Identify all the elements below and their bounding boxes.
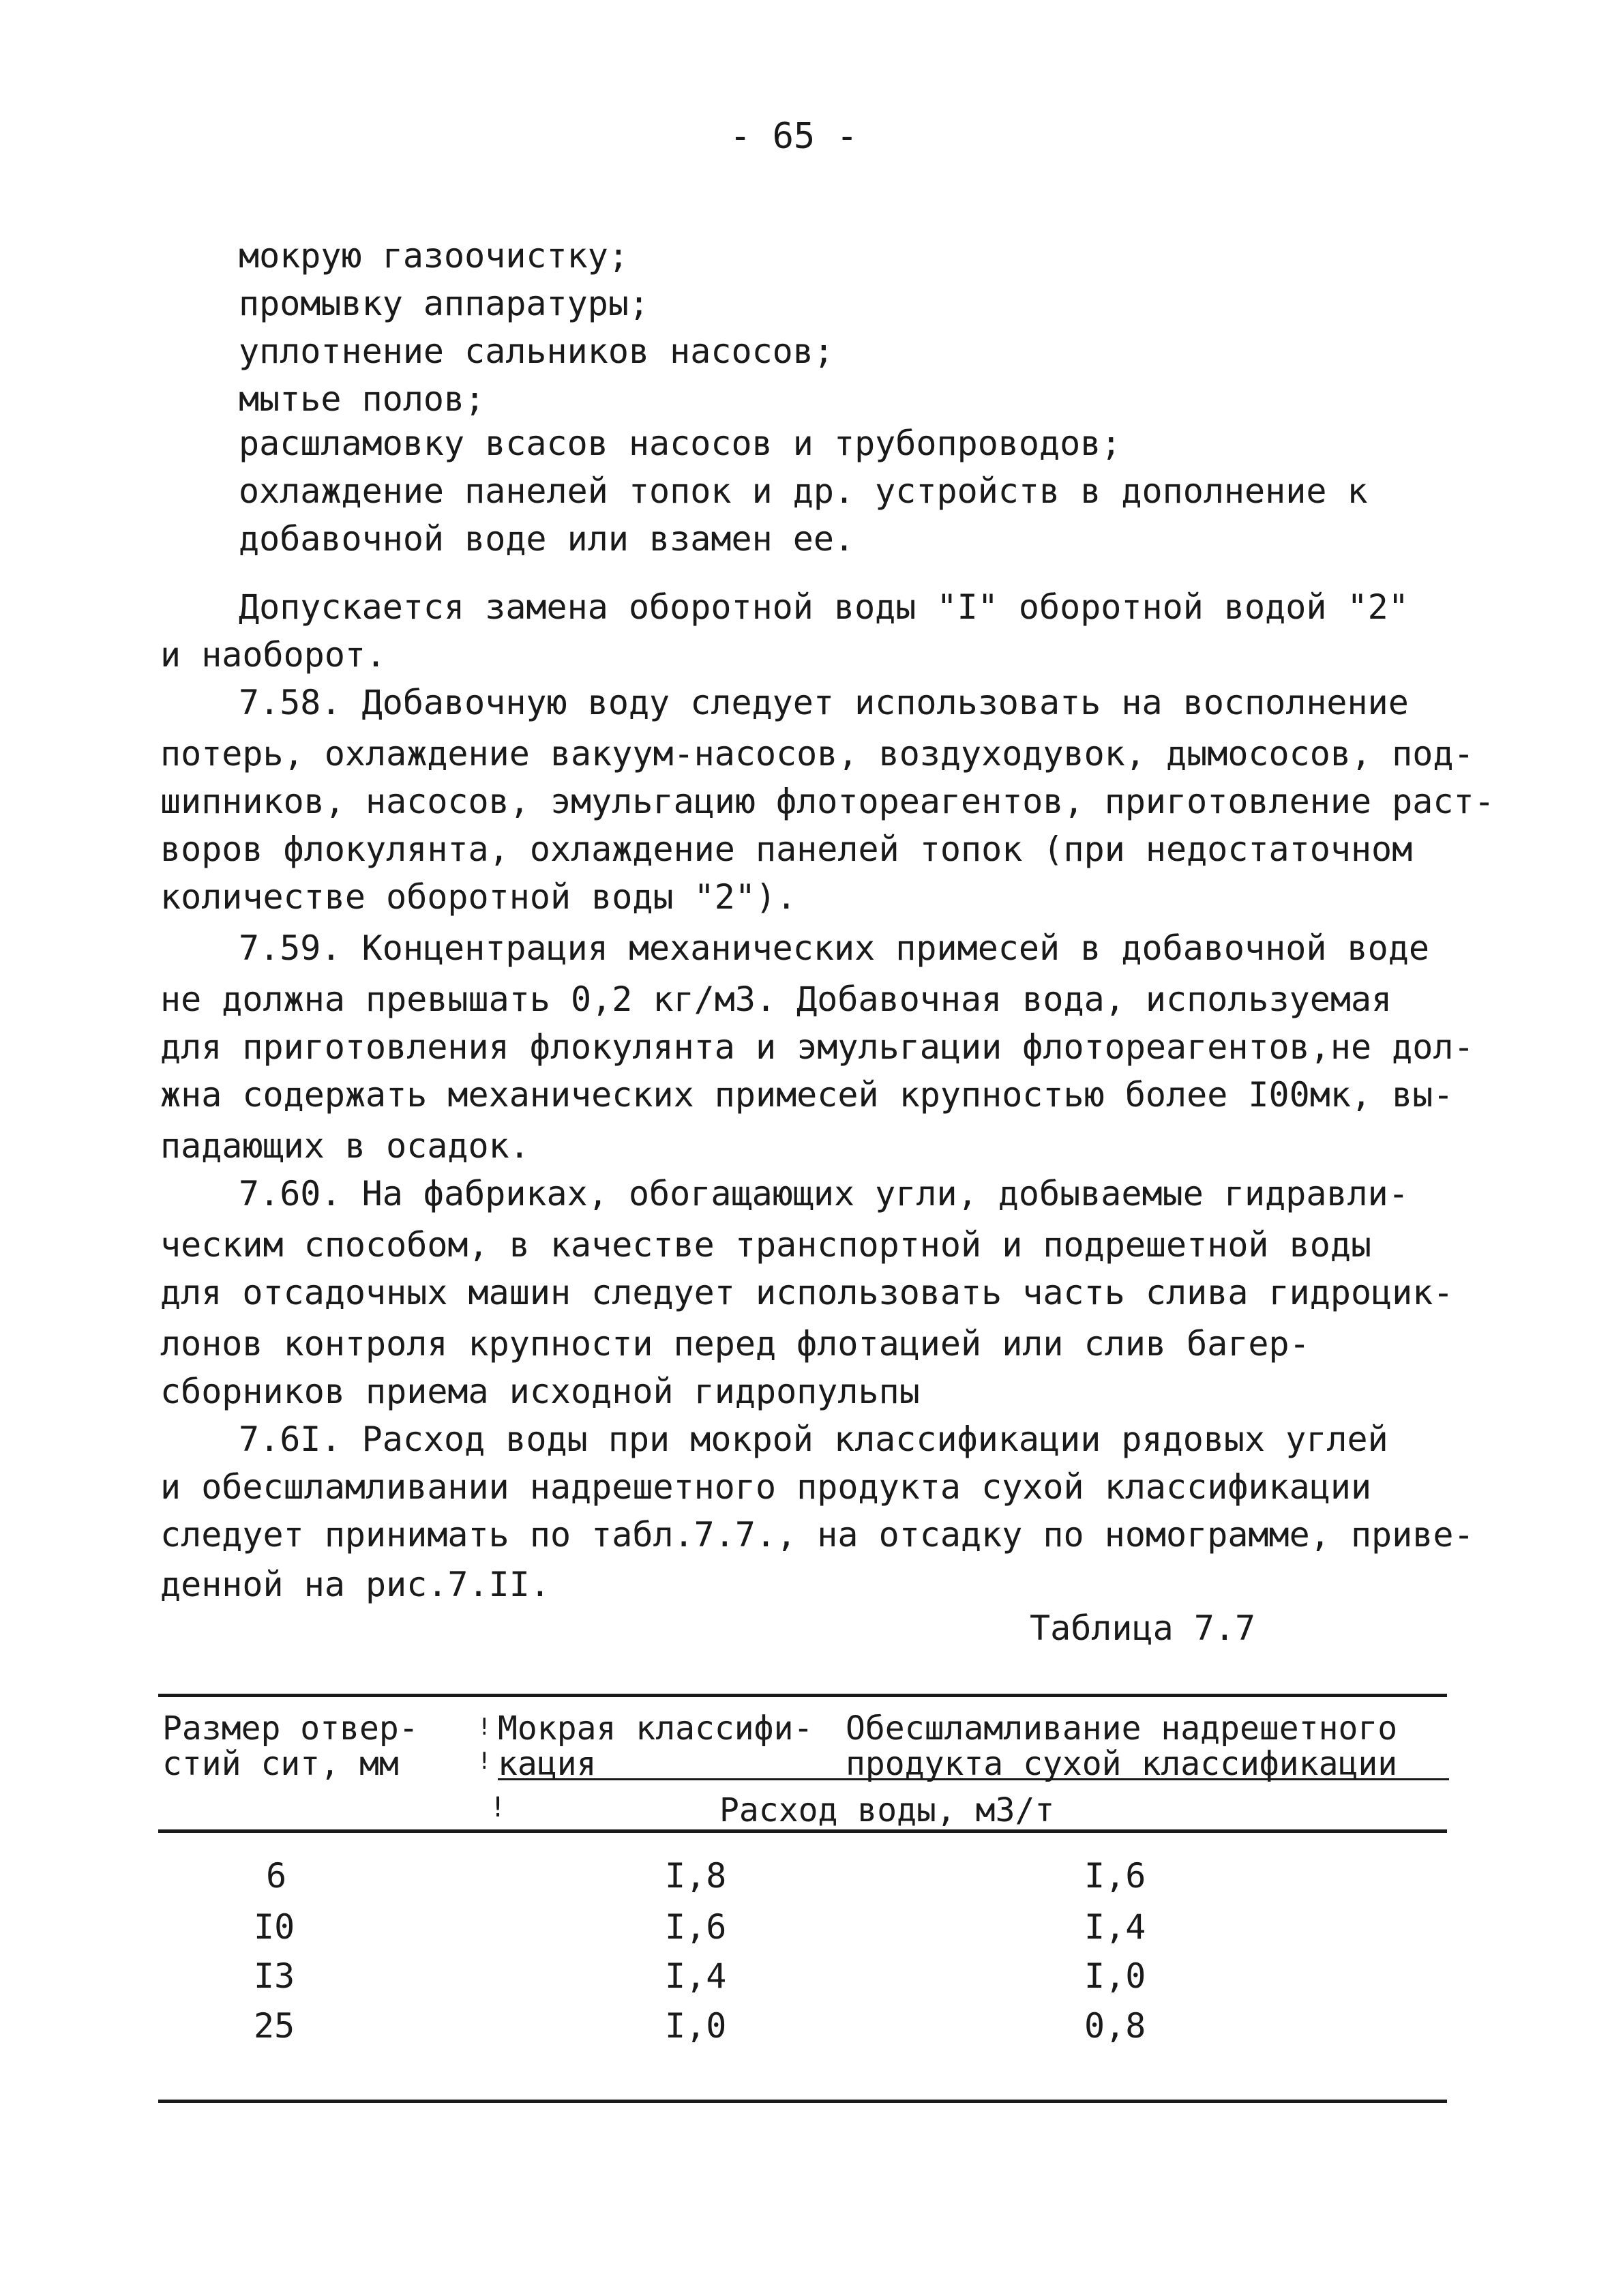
table-title: Таблица 7.7: [1030, 1608, 1256, 1648]
table-cell-wet: I,6: [665, 1907, 727, 1947]
table-cell-wet: I,4: [665, 1956, 727, 1996]
paragraph-line: 7.60. На фабриках, обогащающих угли, добываемые гидравли-: [239, 1174, 1409, 1213]
table-header-desliming: Обесшламливание надрешетного: [846, 1709, 1398, 1748]
column-separator: !: [477, 1713, 492, 1741]
list-item: мытье полов;: [239, 379, 486, 419]
table-cell-wet: I,8: [665, 1856, 727, 1896]
table-cell-size: I0: [254, 1907, 295, 1947]
list-item: расшламовку всасов насосов и трубопроводов;: [239, 424, 1122, 463]
paragraph-line: и наоборот.: [160, 635, 387, 675]
paragraph-line: 7.6I. Расход воды при мокрой классификации рядовых углей: [239, 1419, 1388, 1459]
paragraph-line: 7.58. Добавочную воду следует использовать на восполнение: [239, 683, 1409, 722]
paragraph-line: для приготовления флокулянта и эмульгации флотореагентов,не дол-: [160, 1027, 1474, 1067]
column-separator: !: [490, 1792, 507, 1823]
table-cell-desliming: I,4: [1084, 1907, 1146, 1947]
page-number: - 65 -: [730, 116, 858, 157]
table-cell-desliming: I,0: [1084, 1956, 1146, 1996]
paragraph-line: падающих в осадок.: [160, 1126, 530, 1166]
table-header-unit: Расход воды, м3/т: [719, 1791, 1055, 1829]
paragraph-line: ческим способом, в качестве транспортной и подрешетной воды: [160, 1225, 1372, 1265]
paragraph-line: денной на рис.7.II.: [160, 1565, 550, 1604]
list-item: уплотнение сальников насосов;: [239, 332, 834, 371]
column-separator: !: [477, 1748, 492, 1775]
paragraph-line: не должна превышать 0,2 кг/м3. Добавочная вода, используемая: [160, 980, 1392, 1019]
paragraph-line: потерь, охлаждение вакуум-насосов, воздуходувок, дымососов, под-: [160, 734, 1474, 774]
list-item: мокрую газоочистку;: [239, 236, 629, 276]
table-cell-size: 25: [254, 2006, 295, 2046]
paragraph-line: воров флокулянта, охлаждение панелей топок (при недостаточном: [160, 829, 1413, 869]
table-cell-size: I3: [254, 1956, 295, 1996]
paragraph-line: следует принимать по табл.7.7., на отсадку по номограмме, приве-: [160, 1515, 1474, 1555]
paragraph-line: Допускается замена оборотной воды "I" оборотной водой "2": [239, 587, 1409, 627]
table-cell-desliming: 0,8: [1084, 2006, 1146, 2046]
table-top-rule: [158, 1694, 1447, 1697]
list-item: добавочной воде или взамен ее.: [239, 519, 855, 559]
list-item: промывку аппаратуры;: [239, 284, 650, 323]
table-cell-desliming: I,6: [1084, 1856, 1146, 1896]
paragraph-line: лонов контроля крупности перед флотацией или слив багер-: [160, 1324, 1310, 1364]
paragraph-line: количестве оборотной воды "2").: [160, 877, 797, 917]
table-header-desliming: продукта сухой классификации: [846, 1745, 1398, 1783]
list-item: охлаждение панелей топок и др. устройств в дополнение к: [239, 471, 1368, 511]
table-header-wet: Мокрая классифи-: [498, 1709, 814, 1748]
paragraph-line: сборников приема исходной гидропульпы: [160, 1372, 920, 1411]
table-cell-size: 6: [266, 1856, 287, 1896]
paragraph-line: для отсадочных машин следует использовать часть слива гидроцик-: [160, 1273, 1454, 1312]
paragraph-line: шипников, насосов, эмульгацию флотореагентов, приготовление раст-: [160, 782, 1495, 821]
table-header-size: стий сит, мм: [162, 1745, 399, 1783]
table-header-size: Размер отвер-: [162, 1709, 419, 1748]
table-header-rule: [158, 1829, 1447, 1833]
paragraph-line: жна содержать механических примесей крупностью более I00мк, вы-: [160, 1075, 1454, 1115]
paragraph-line: и обесшламливании надрешетного продукта сухой классификации: [160, 1467, 1372, 1507]
paragraph-line: 7.59. Концентрация механических примесей в добавочной воде: [239, 928, 1429, 968]
table-cell-wet: I,0: [665, 2006, 727, 2046]
table-bottom-rule: [158, 2100, 1447, 2103]
table-header-wet: кация: [498, 1745, 597, 1783]
